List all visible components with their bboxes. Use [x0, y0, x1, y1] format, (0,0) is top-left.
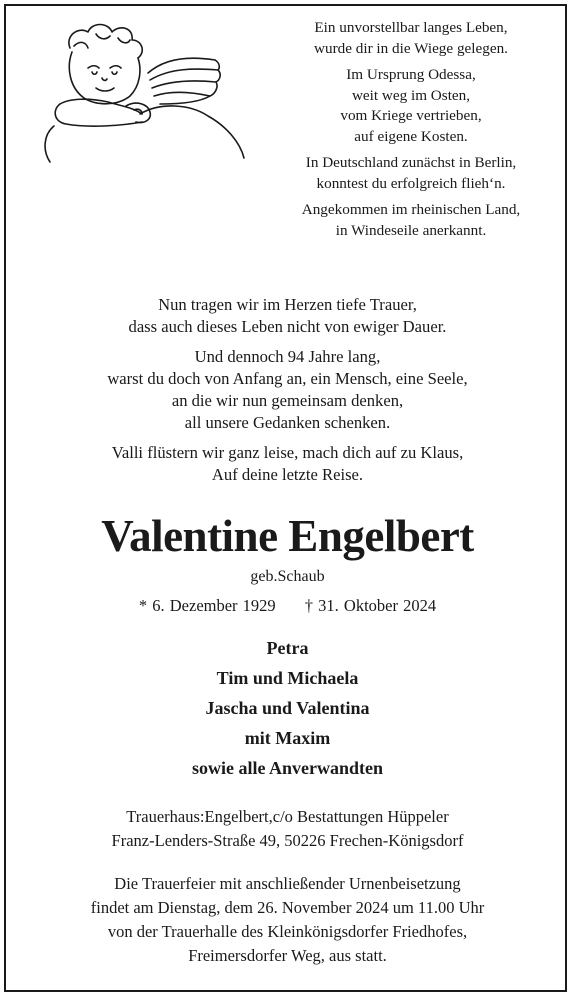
poem-line: Nun tragen wir im Herzen tiefe Trauer,	[158, 295, 417, 314]
death-date: † 31. Oktober 2024	[304, 596, 437, 615]
poem-line: weit weg im Osten,	[351, 86, 471, 104]
poem-line: konntest du erfolgreich flieh‘n.	[316, 174, 506, 192]
poem-stanza	[276, 65, 546, 147]
poem-line: all unsere Gedanken schenken.	[184, 413, 391, 433]
deceased-name: Valentine Engelbert	[101, 511, 474, 561]
poem-stanza	[276, 18, 546, 59]
memorial-poem	[20, 294, 555, 493]
poem-line: dass auch dieses Leben nicht von ewiger Dauer.	[128, 317, 447, 337]
mourner: mit Maxim	[244, 728, 331, 748]
maiden-name: geb.Schaub	[250, 568, 325, 585]
poem-stanza	[20, 442, 555, 487]
angel-illustration	[30, 18, 270, 168]
mourner: Tim und Michaela	[216, 668, 359, 688]
poem-line: Angekommen im rheinischen Land,	[301, 201, 521, 218]
mourners-list	[0, 633, 575, 783]
poem-line: warst du doch von Anfang an, ein Mensch, eine Seele,	[107, 368, 468, 388]
poem-line: an die wir nun gemeinsam denken,	[171, 391, 404, 411]
mourning-house-address	[0, 805, 575, 853]
ceremony-line: Freimersdorfer Weg, aus statt.	[188, 946, 387, 965]
ceremony-line: findet am Dienstag, dem 26. November 2024 um 11.00 Uhr	[90, 898, 485, 917]
address-line: Trauerhaus:Engelbert,c/o Bestattungen Hüppeler	[126, 807, 449, 826]
poem-line: Und dennoch 94 Jahre lang,	[194, 346, 381, 366]
opening-poem	[276, 18, 546, 247]
poem-line: Valli flüstern wir ganz leise, mach dich auf zu Klaus,	[111, 442, 464, 462]
poem-stanza	[20, 294, 555, 339]
birth-date: * 6. Dezember 1929	[138, 596, 276, 615]
poem-line: Im Ursprung Odessa,	[346, 66, 476, 83]
mourner: Jascha und Valentina	[205, 698, 370, 718]
poem-stanza	[276, 200, 546, 241]
ceremony-notice	[0, 872, 575, 968]
poem-stanza	[276, 153, 546, 194]
life-dates	[0, 596, 575, 616]
poem-line: In Deutschland zunächst in Berlin,	[305, 154, 517, 171]
poem-line: wurde dir in die Wiege gelegen.	[314, 39, 508, 57]
poem-line: in Windeseile anerkannt.	[335, 221, 487, 239]
poem-stanza	[20, 346, 555, 435]
ceremony-line: von der Trauerhalle des Kleinkönigsdorfer Friedhofes,	[107, 922, 468, 941]
poem-line: auf eigene Kosten.	[354, 127, 468, 145]
mourner: Petra	[266, 638, 309, 658]
mourner: sowie alle Anverwandten	[192, 758, 383, 778]
poem-line: vom Kriege vertrieben,	[340, 107, 482, 124]
poem-line: Ein unvorstellbar langes Leben,	[314, 19, 508, 36]
ceremony-line: Die Trauerfeier mit anschließender Urnenbeisetzung	[114, 874, 461, 893]
address-line: Franz-Lenders-Straße 49, 50226 Frechen-Königsdorf	[111, 831, 464, 850]
poem-line: Auf deine letzte Reise.	[211, 465, 364, 485]
